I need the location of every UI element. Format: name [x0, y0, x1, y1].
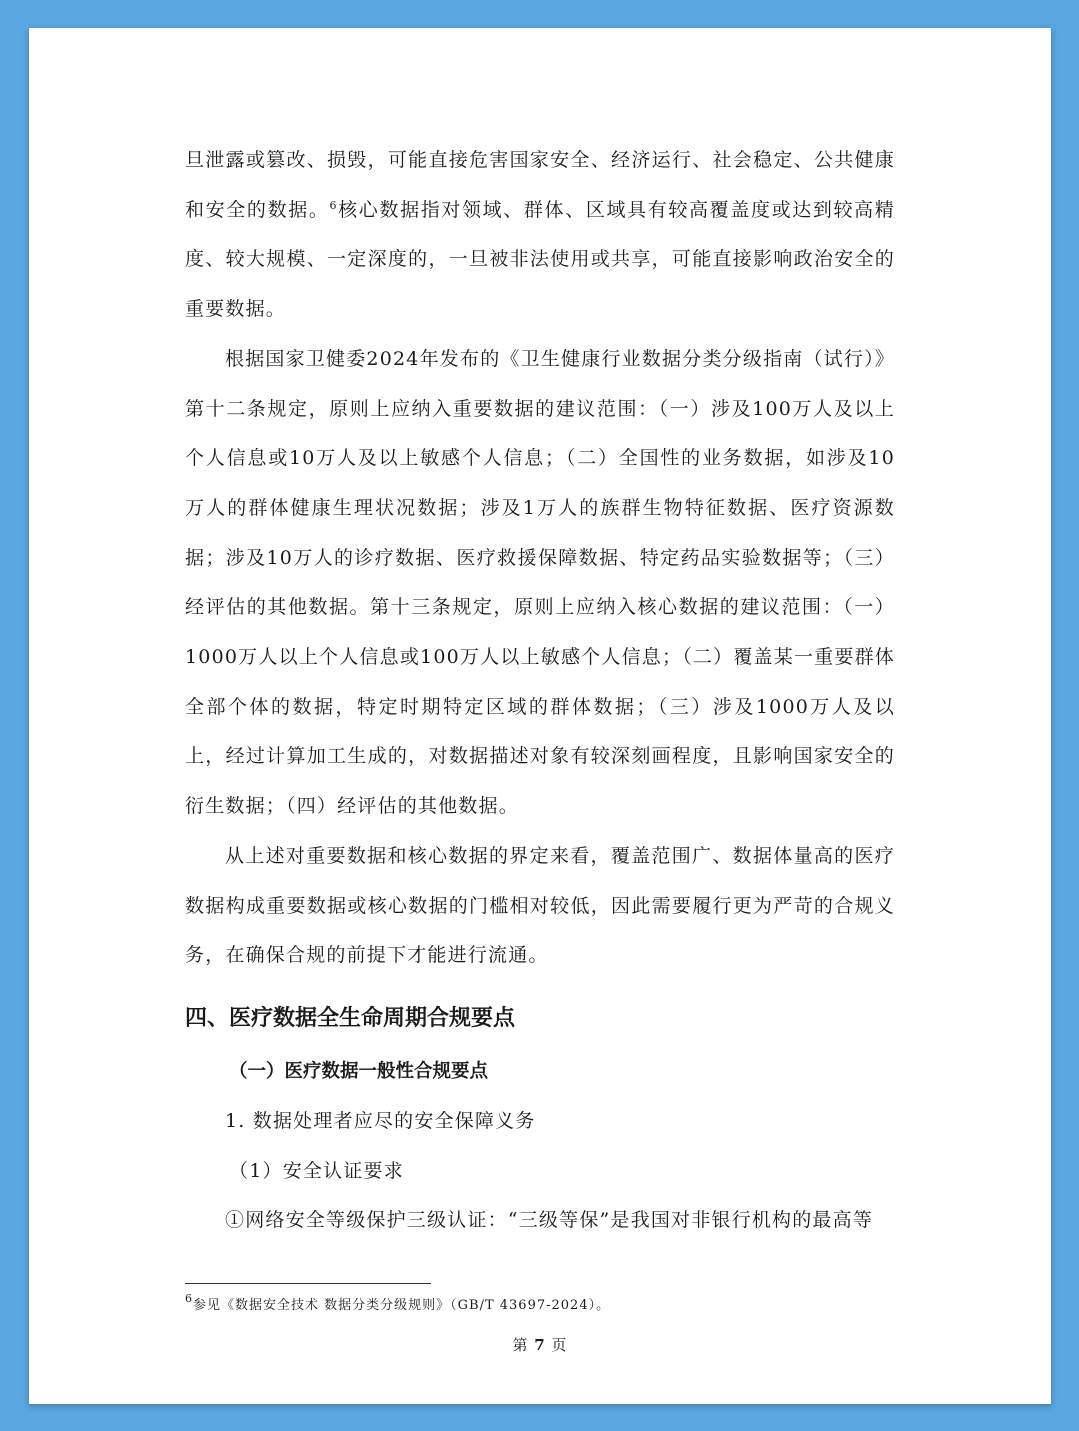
list-item-1: 1. 数据处理者应尽的安全保障义务	[225, 1109, 536, 1132]
document-page	[29, 28, 1051, 1404]
paragraph-1	[185, 136, 895, 335]
footnote-reference: 6	[329, 198, 338, 212]
footnote	[185, 1294, 610, 1313]
paragraph-3: 从上述对重要数据和核心数据的界定来看，覆盖范围广、数据体量高的医疗数据构成重要数据或核心数据的门槛相对较低，因此需要履行更为严苛的合规义务，在确保合规的前提下才能进行流通。	[185, 844, 895, 967]
section-heading: 四、医疗数据全生命周期合规要点	[185, 1005, 516, 1031]
footnote-text: 参见《数据安全技术 数据分类分级规则》（GB/T 43697-2024）。	[193, 1298, 611, 1313]
footnote-divider	[185, 1283, 431, 1284]
page-number-value: 7	[534, 1336, 546, 1354]
sub-heading: （一）医疗数据一般性合规要点	[229, 1060, 489, 1082]
page-number-suffix: 页	[551, 1336, 568, 1354]
paragraph-1-text: 旦泄露或篡改、损毁，可能直接危害国家安全、经济运行、社会稳定、公共健康和安全的数据。	[185, 149, 895, 221]
page-content	[185, 136, 895, 1246]
paragraph-1-tail: 核心数据指对领域、群体、区域具有较高覆盖度或达到较高精度、较大规模、一定深度的，一旦被非法使用或共享，可能直接影响政治安全的重要数据。	[185, 198, 896, 321]
paragraph-2: 根据国家卫健委2024年发布的《卫生健康行业数据分类分级指南（试行）》第十二条规定，原则上应纳入重要数据的建议范围：（一）涉及100万人及以上个人信息或10万人及以上敏感个人信息；（二）全国性的业务数据，如涉及10万人的群体健康生理状况数据；涉及1万人的族群生物特征数据、医疗资源数据；涉及10万人的诊疗数据、医疗救援保障数据、特定药品实验数据等；（三）经评估的其他数据。第十三条规定，原则上应纳入核心数据的建议范围：（一）1000万人以上个人信息或100万人以上敏感个人信息；（二）覆盖某一重要群体全部个体的数据，特定时期特定区域的群体数据；（三）涉及1000万人及以上，经过计算加工生成的，对数据描述对象有较深刻画程度，且影响国家安全的衍生数据；（四）经评估的其他数据。	[185, 347, 895, 818]
footnote-number: 6	[185, 1292, 193, 1305]
list-item-1-1: （1）安全认证要求	[229, 1159, 404, 1182]
page-number-prefix: 第	[512, 1336, 529, 1354]
list-item-circle-1: ①网络安全等级保护三级认证：“三级等保”是我国对非银行机构的最高等	[225, 1209, 874, 1232]
page-number	[29, 1334, 1051, 1355]
